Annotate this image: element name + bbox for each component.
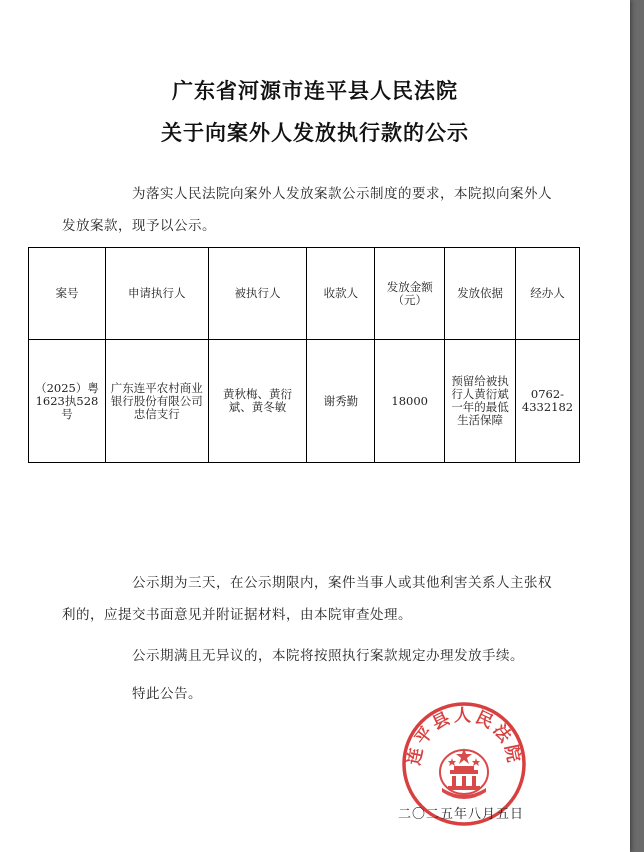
closing-paragraph: 特此公告。	[132, 686, 202, 702]
header-basis: 发放依据	[445, 248, 516, 340]
header-payee: 收款人	[307, 248, 375, 340]
court-name-title: 广东省河源市连平县人民法院	[172, 79, 458, 103]
table-header-row	[29, 248, 580, 340]
header-case-number: 案号	[29, 248, 106, 340]
cell-handler: 0762-4332182	[515, 340, 579, 463]
payment-table	[28, 247, 580, 463]
header-applicant: 申请执行人	[105, 248, 208, 340]
issue-date: 二〇二五年八月五日	[398, 807, 525, 822]
header-amount: 发放金额（元）	[375, 248, 445, 340]
seal-text: 连平县人民法院	[404, 705, 524, 767]
publicity-period-paragraph: 公示期为三天，在公示期限内，案件当事人或其他利害关系人主张权利的，应提交书面意见并附证据材料，由本院审查处理。	[62, 575, 552, 623]
national-emblem-icon	[440, 748, 488, 799]
no-objection-paragraph: 公示期满且无异议的，本院将按照执行案款规定办理发放手续。	[132, 648, 524, 664]
cell-respondent: 黄秋梅、黄衍斌、黄冬敏	[208, 340, 307, 463]
table-row	[29, 340, 580, 463]
intro-paragraph: 为落实人民法院向案外人发放案款公示制度的要求，本院拟向案外人发放案款，现予以公示。	[62, 186, 552, 234]
header-respondent: 被执行人	[208, 248, 307, 340]
header-handler: 经办人	[515, 248, 579, 340]
cell-case-number: （2025）粤1623执528号	[29, 340, 106, 463]
cell-basis: 预留给被执行人黄衍斌一年的最低生活保障	[445, 340, 516, 463]
cell-payee: 谢秀勤	[307, 340, 375, 463]
cell-applicant: 广东连平农村商业银行股份有限公司忠信支行	[105, 340, 208, 463]
notice-title: 关于向案外人发放执行款的公示	[161, 121, 469, 145]
cell-amount: 18000	[375, 340, 445, 463]
